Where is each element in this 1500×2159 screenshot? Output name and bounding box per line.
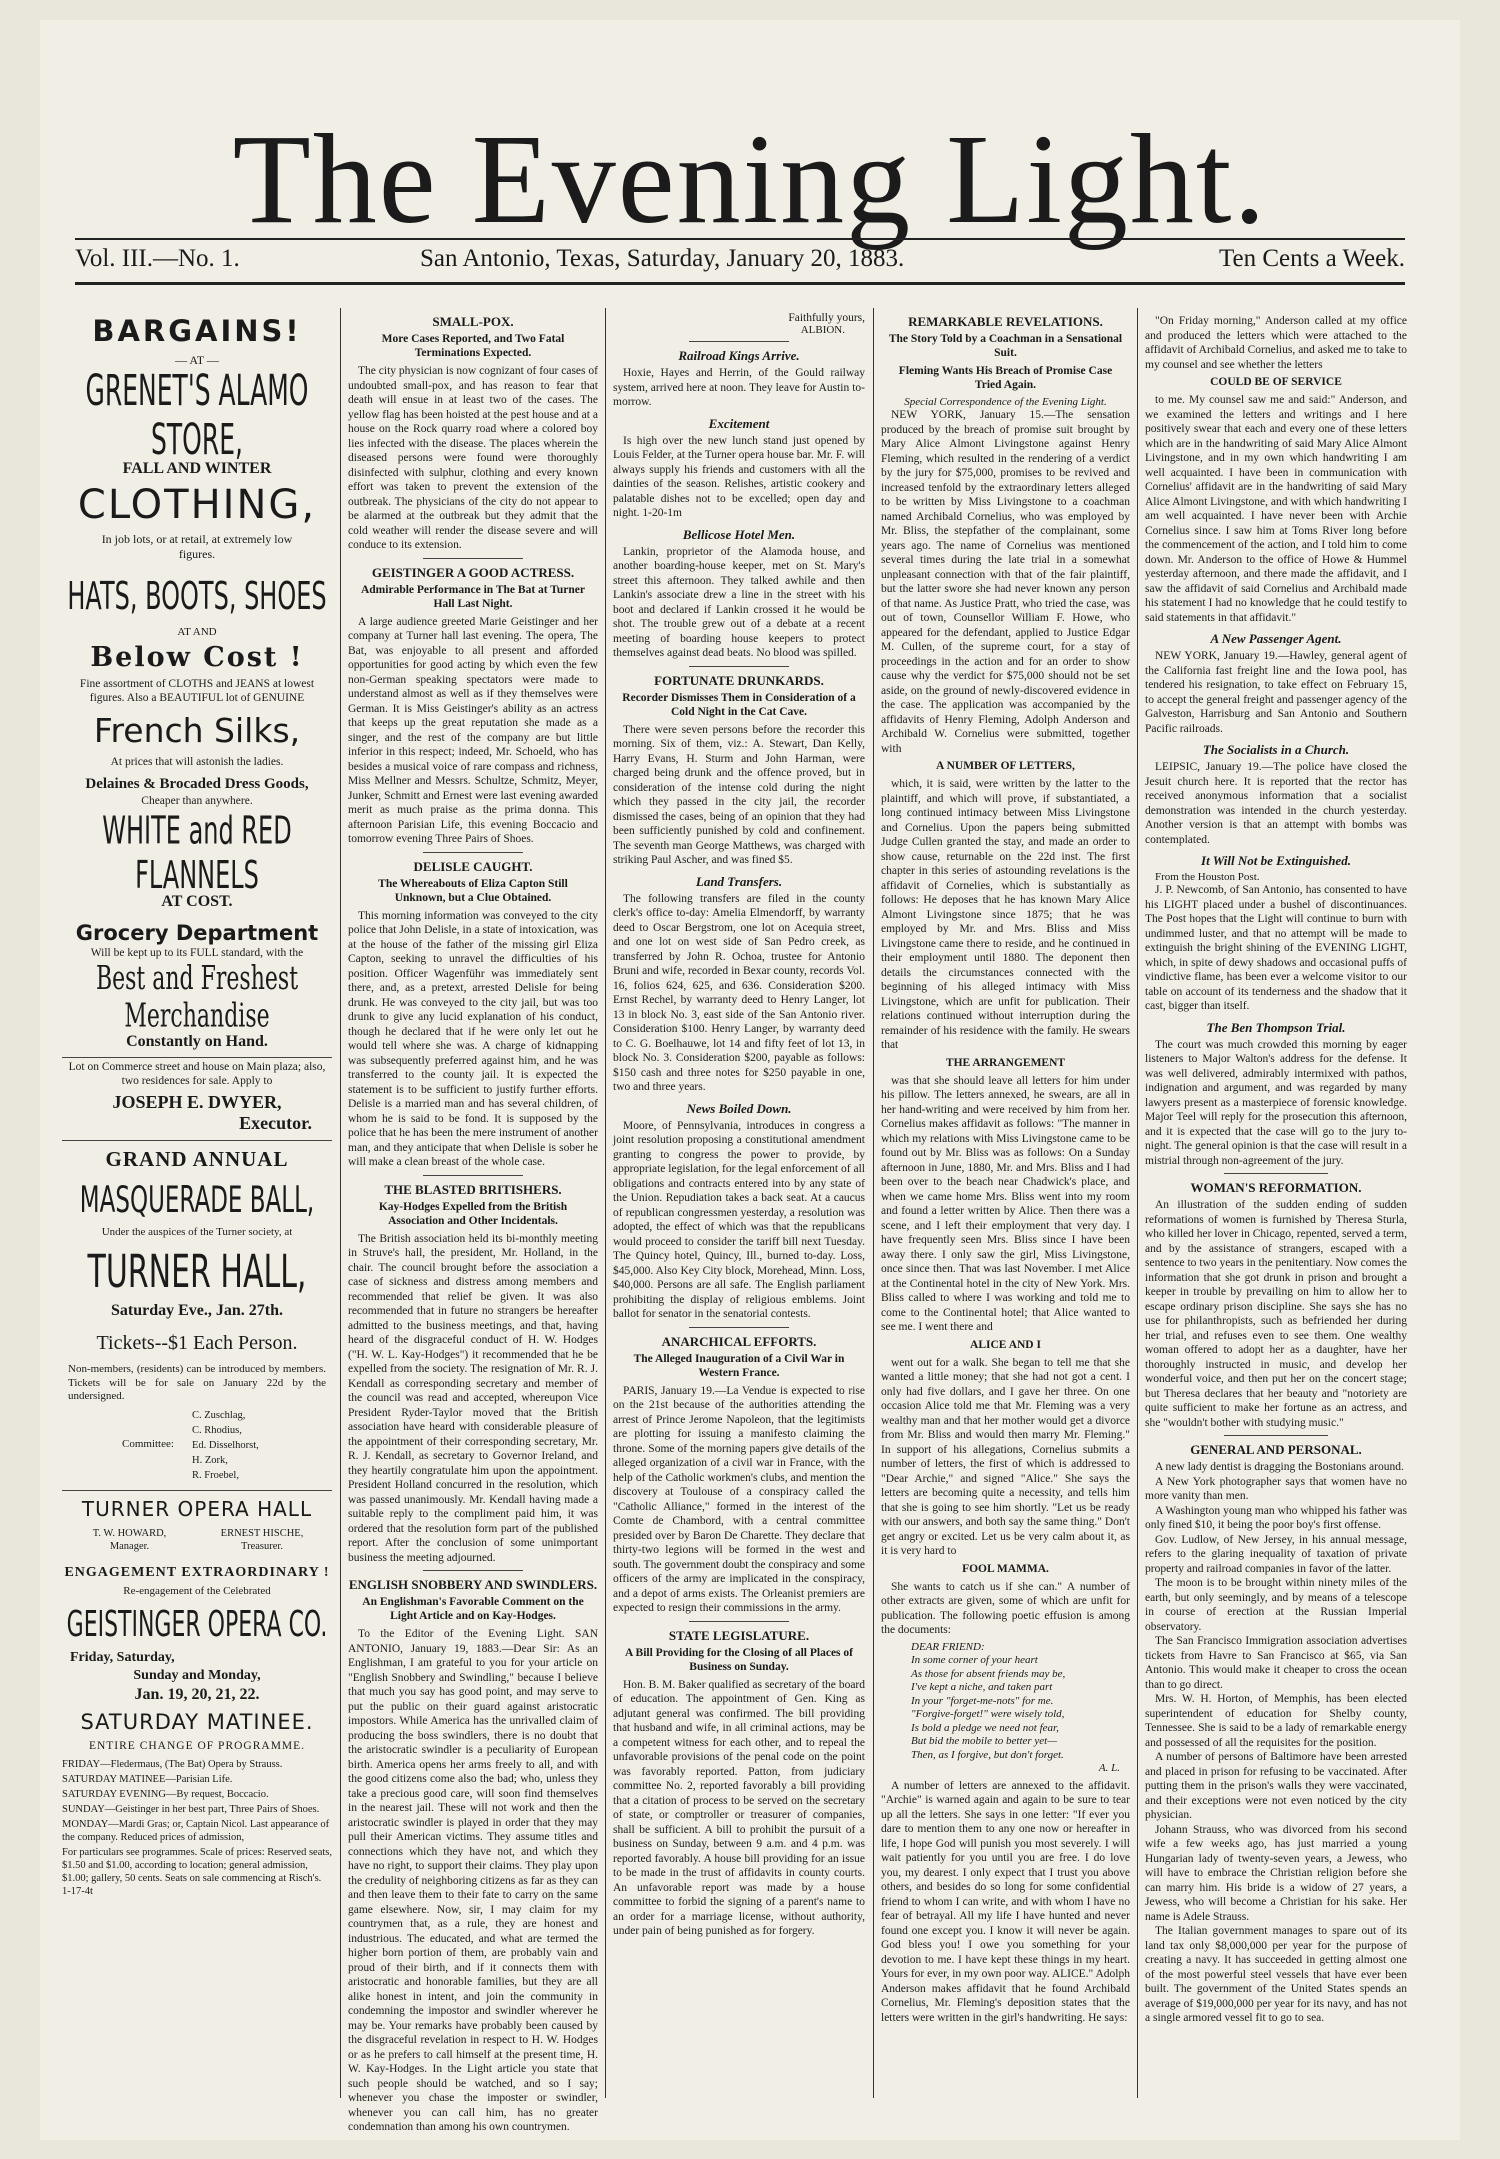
ad-at-and: AT AND [177, 626, 217, 638]
poem-line: In your "forget-me-nots" for me. [911, 1694, 1054, 1707]
article-crosshead: ALICE AND I [970, 1338, 1041, 1351]
letter-closing: Faithfully yours, [788, 312, 865, 324]
article-subhead: The Story Told by a Coachman in a Sensational Suit. [888, 333, 1123, 359]
dateline [75, 245, 1405, 279]
ad-geistinger-company: GEISTINGER OPERA CO. [66, 1605, 328, 1645]
article-body: Hoxie, Hayes and Herrin, of the Gould railway system, arrived here at noon. They leave for Austin to-morrow. [613, 367, 865, 408]
article-headline: SMALL-POX. [432, 314, 514, 329]
ad-program [62, 1758, 332, 1898]
article-body: LEIPSIC, January 19.—The police have closed the Jesuit church here. It is reported that the rector has received anonymous information that a socialist demonstration was intended in the church yesterday. Another version is that an attempt with bombs was contemplated. [1145, 761, 1407, 846]
subscription-price: Ten Cents a Week. [1219, 245, 1405, 272]
ad-auspices: Under the auspices of the Turner society, at [101, 1226, 293, 1238]
poem-line: "Forgive-forget!" were wisely told, [911, 1708, 1065, 1720]
article-body: A large audience greeted Marie Geistinger and her company at Turner hall last evening. The opera, The Bat, was enjoyable to all present and afforded opportunities for good acting by which even the few non-German speaking spectators were made to understand almost as well as if they themselves were German. It is Miss Geistinger's ability as an actress that keeps up the great reputation she made as a singer, and the rest of the company are but little inferior in this respect; indeed, Mr. Schoeld, who has besides a musical voice of rare compass and richness, Miss Mellner and Messrs. Schultze, Schmitz, Meyer, Junker, Schmitt and Ernest were last evening awarded merit as much praise as the prima donna. This afternoon Parisian Life, this evening Boccacio and tomorrow evening Three Pairs of Shoes. [348, 615, 598, 845]
article-headline: DELISLE CAUGHT. [413, 858, 533, 874]
ad-matinee: SATURDAY MATINEE. [80, 1709, 314, 1734]
article-headline: The Socialists in a Church. [1202, 742, 1350, 757]
volume-number: Vol. III.—No. 1. [75, 245, 240, 272]
ad-reengagement: Re-engagement of the Celebrated [123, 1584, 271, 1597]
ad-executor-title: Executor. [239, 1113, 312, 1133]
program-item: MONDAY—Mardi Gras; or, Captain Nicol. Last appearance of the company. Reduced prices of admission, [62, 1818, 330, 1843]
article-body: To the Editor of the Evening Light. SAN ANTONIO, January 19, 1883.—Dear Sir: As an Englishman, I am grateful to you for your article on "English Snobbery and Swindling," because I believe that much you say has good point, and may serve to put the public on their guard against aristocratic impostors. While America has the unrivalled claim of producing the boss swindlers, there is no doubt that the aristocratic swindler is a peculiarity of European birth. America opens her arms freely to all, and with the good citizens come also the bad; who, unless they take a precious good care, will soon find themselves in the nearest jail. These will not work and then the aristocratic swindler is played in order that they may pull their American victims. They assume titles and connections which they have not, and which they have no right, to support their claims. They play upon the credulity of neighboring citizens as far as they can and then leave them to their fate to carry on the same game elsewhere. Now, sir, I may claim for my countrymen that, as a rule, they are honest and industrious. The educated, and what are termed the higher born portion of them, are probably vain and proud of their birth, and if it connects them with aristocratic and honorable families, but they are all alike honest in intent, and join the community in condemning the impostor and swindler wherever he may be. Your remarks have probably been caused by the disgraceful revelation in respect to H. W. Hodges or as he prefers to call himself at the present time, H. W. Kay-Hodges. In the Light article you state that such people should be watched, and so I say; whenever you chase the imposter or swindler, whenever you can call him, has no greater condemnation than among his own countrymen. [348, 1628, 598, 2133]
ad-sunday: Sunday and Monday, [133, 1667, 261, 1683]
ad-constantly: Constantly on Hand. [126, 1033, 268, 1050]
article-headline: Railroad Kings Arrive. [678, 348, 800, 363]
article-body: which, it is said, were written by the latter to the plaintiff, and which will prove, if substantiated, a long continued intimacy between Miss Livingstone and Cornelius. Upon the papers being submitted Judge Cullen granted the stay, and made an order to show cause, returnable on the 22d inst. The first chapter in this series of astounding revelations is the affidavit of Cornelies, which is substantially as follows: He deposes that he has known Mary Alice Almont Livingstone since 1875; that he was employed by Mr. and Mrs. Bliss and Miss Livingstone came there to reside, and he continued in their employment until 1880. The deponent then details the circumstances connected with the beginning of his alleged intimacy with Miss Livingstone, which are unfit for publication. Their relations continued without interruption during the remainder of his residence with the family. He swears that [881, 778, 1130, 1051]
ad-cheaper: Cheaper than anywhere. [141, 795, 253, 807]
article-headline: It Will Not be Extinguished. [1201, 853, 1351, 868]
article-headline: GENERAL AND PERSONAL. [1190, 1442, 1362, 1457]
article-body: The city physician is now cognizant of four cases of undoubted small-pox, and has reason to fear that death will ensue in at least two of the cases. The yellow flag has been hoisted at the pest house and at a house on the Rock quarry road where a colored boy lies infected with the disease. The places wherein the diseased persons were found were thoroughly disinfected with sulphur, clothing and every known effort was taken to prevent the extension of the outbreak. The physicians of the city do not appear to be alarmed at the outbreak but they admit that the cold weather will render the disease severe and will conduce to its extension. [348, 365, 598, 551]
ad-treasurer: ERNEST HISCHE, Treasurer. [220, 1527, 304, 1552]
committee-member: C. Zuschlag, [192, 1409, 246, 1421]
ad-masquerade: MASQUERADE BALL, [79, 1180, 315, 1222]
committee-member: H. Zork, [192, 1454, 228, 1466]
program-item: For particulars see programmes. Scale of prices: Reserved seats, $1.50 and $1.00, according to location; general admission, $1.00; gallery, 50 cents. Seats on sale commencing at Risch's. 1-17-4t [62, 1846, 332, 1897]
ad-fall-winter: FALL AND WINTER [122, 460, 272, 477]
article-body: The following transfers are filed in the county clerk's office to-day: Amelia Elmendorff, by warranty deed to Oscar Bergstrom, one lot on Acequia street, and one lot on west side of San Pedro creek, as transferred by John R. Ochoa, trustee for Antonio Bruni and wife, recorded in Bexar county, records Vol. 16, folios 624, 625, and 636. Consideration $200. Ernst Rechel, by warranty deed to Henry Langer, lot 13 in block No. 3, east side of the San Antonio river. Consideration $100. Henry Langer, by warranty deed to C. G. Boelhauwe, lot 14 and fifty feet of lot 13, in block No. 3. Consideration $200, payable as follows: $150 cash and three notes for $250 payable in one, two and three years. [613, 892, 865, 1093]
article-divider [423, 1175, 523, 1176]
article-body: NEW YORK, January 19.—Hawley, general agent of the California fast freight line and the Iowa pool, has tendered his resignation, to take effect on February 15, to accept the general freight and passenger agency of the Galveston, Harrisburg and San Antonio and Southern Pacific railroads. [1145, 650, 1407, 735]
article-body: went out for a walk. She began to tell me that she wanted a little money; that she had not got a cent. I only had five dollars, and I gave her three. On one occasion Alice told me that Mr. Fleming was a very wealthy man and that her mother would get a divorce from Mr. Bliss and would then marry Mr. Fleming." In support of his allegations, Cornelius submits a number of letters, the first of which is addressed to "Dear Archie," and signed "Alice." She says the letters are becoming quite a necessity, and tells him that she is going to see him shortly. "Let us be ready with our answers, and both say the same thing." Don't get angry or excited. Let us be very calm about it, as it is very hard to [881, 1356, 1130, 1557]
article-subhead: A Bill Providing for the Closing of all Places of Business on Sunday. [625, 1646, 853, 1673]
ad-divider [62, 1057, 332, 1058]
ad-flannels: WHITE and RED FLANNELS [102, 808, 292, 898]
news-item: A Washington young man who whipped his father was only fined $10, it being the poor boy's first offense. [1145, 1504, 1407, 1531]
ad-at-cost: AT COST. [161, 893, 233, 910]
advertisement-column [62, 308, 332, 2108]
program-item: SATURDAY EVENING—By request, Boccacio. [62, 1788, 269, 1800]
article-divider [689, 666, 790, 667]
ad-lot-note: Lot on Commerce street and house on Main plaza; also, two residences for sale. Apply to [68, 1061, 326, 1087]
article-divider [1224, 1173, 1329, 1174]
ad-hats: HATS, BOOTS, SHOES [67, 573, 327, 619]
news-item: A new lady dentist is dragging the Bostonians around. [1155, 1461, 1404, 1473]
ad-committee [62, 1408, 332, 1486]
article-divider [423, 852, 523, 853]
ad-friday: Friday, Saturday, [70, 1649, 175, 1665]
article-body: to me. My counsel saw me and said:" Anderson, and we examined the letters and writings and I here positively swear that each and every one of these letters which are in the handwriting of said Mary Alice Almont Livingstone, and in my own which handwriting I am well acquainted. I have been in communication with Cornelius' affidavit are in the handwriting of said Mary Alice Almont Livingstone, and with which handwriting I am well acquainted. I have never been with Archie Cornelius since. I saw him at Toms River long before the commencement of the action, and I told him to come down. Mr. Anderson to the office of Howe & Hummel yesterday afternoon, and there made the affidavit, and I saw the affidavit of said Cornelius and Archibald made his statement I had no knowledge that he could testify to said statements in that affidavit." [1145, 394, 1407, 624]
ad-best-merchandise: Best and Freshest Merchandise [95, 960, 299, 1036]
article-subhead: The Whereabouts of Eliza Capton Still Unknown, but a Clue Obtained. [378, 877, 568, 904]
article-headline: FORTUNATE DRUNKARDS. [654, 672, 824, 688]
article-subhead: Admirable Performance in The Bat at Turner Hall Last Night. [360, 583, 586, 610]
article-subhead: The Alleged Inauguration of a Civil War in Western France. [633, 1352, 845, 1379]
article-body: Moore, of Pennsylvania, introduces in congress a joint resolution proposing a constitutional amendment granting to congress the power to provide, by appropriate legislation, for the legal enforcement of all obligations and contracts entered into by any state of the Union. Repudiation takes a back seat. At a caucus of republican congressmen yesterday, a resolution was adopted, the effect of which was that the republicans would proceed to consider the tariff bill next Tuesday. The Quincy hotel, Quincy, Ill., burned to-day. Loss, $45,000. Also Key City block, Morehead, Minn. Loss, $40,000. Persons are all safe. The English parliament prohibiting the display of religious emblems. Joint ballot for senator in the senatorial contests. [613, 1119, 865, 1320]
article-subhead: More Cases Reported, and Two Fatal Terminations Expected. [381, 333, 565, 359]
article-divider [689, 1327, 790, 1328]
ad-clothing: CLOTHING, [77, 482, 317, 528]
news-item: A New York photographer says that women have no more vanity than men. [1145, 1475, 1407, 1502]
article-crosshead: COULD BE OF SERVICE [1210, 376, 1342, 388]
poem-line: I've kept a niche, and taken part [911, 1681, 1053, 1693]
ad-divider [62, 1140, 332, 1141]
place-date: San Antonio, Texas, Saturday, January 20, 1883. [420, 245, 905, 272]
ad-divider [62, 1490, 332, 1491]
ad-grand-annual: GRAND ANNUAL [105, 1147, 289, 1171]
ad-bargains: BARGAINS! [92, 314, 302, 348]
poem-line: In some corner of your heart [911, 1654, 1038, 1666]
news-item: Johann Strauss, who was divorced from his second wife a few weeks ago, has just married a young Hungarian lady of twenty-seven years, a Jewess, who will have to embrace the Christian religion before she can marry him. His bride is a widow of 27 years, a Jewess, who will become a Christian for his sake. Her name is Adele Strauss. [1145, 1823, 1407, 1923]
ad-entire-change: ENTIRE CHANGE OF PROGRAMME. [88, 1739, 306, 1752]
poem-signature: A. L. [1098, 1762, 1120, 1774]
article-subhead: Recorder Dismisses Them in Consideration of a Cold Night in the Cat Cave. [622, 691, 856, 718]
article-headline: THE BLASTED BRITISHERS. [384, 1181, 562, 1197]
article-body: Is high over the new lunch stand just opened by Louis Felder, at the Turner opera house bar. Mr. F. will always supply his friends and customers with all the dainties of the season. Relishes, artistic cookery and palatable dishes not to be excelled; open day and night. 1-20-1m [613, 434, 865, 519]
article-headline: Excitement [708, 415, 770, 431]
article-divider [423, 558, 523, 559]
article-body: J. P. Newcomb, of San Antonio, has consented to have his LIGHT placed under a bushel of discontinuances. The Post hopes that the Light will continue to burn with undimmed luster, and that no attempt will be made to extinguish the bright shining of the EVENING LIGHT, which, in spite of dewy shadows and occasional puffs of vindictive flame, has been ever a welcome visitor to our table on account of its tenderness and the shadow that it cast, bigger than itself. [1145, 884, 1407, 1012]
article-headline: ANARCHICAL EFFORTS. [661, 1333, 817, 1349]
program-item: SATURDAY MATINEE—Parisian Life. [62, 1773, 233, 1785]
article-body: The court was much crowded this morning by eager listeners to Major Walton's address for the defense. It was well delivered, admirably intermixed with pathos, indignation and argument, and was regarded by many lawyers present as a masterpiece of forensic knowledge. Major Teel will reply for the prosecution this afternoon, and it is expected that the case will go to the jury to-night. The general opinion is that the case will result in a mistrial through non-agreement of the jury. [1145, 1038, 1407, 1167]
article-body: was that she should leave all letters for him under his pillow. The letters annexed, he swears, are all in her hand-writing and were received by him from her. Cornelius makes affidavit as follows: "The manner in which my relations with Miss Livingstone came to be found out by Mr. Bliss was as follows: On a Sunday afternoon in June, 1880, Mr. and Mrs. Bliss and I had been over to the beach near Chadwick's place, and when we came home Mrs. Bliss went into my room and found a letter written by Alice. Then there was a scene, and I left their employment that very day. I have frequently seen Mrs. Bliss since I have been away there. I only saw the girl, Miss Livingstone, once since then. That was last November. I met Alice at the Continental hotel in the city of New York. Mrs. Bliss called to where I was working and told me to come to the Continental hotel; that Alice wanted to see me. I went there and [881, 1074, 1130, 1333]
poem-line: Then, as I forgive, but don't forget. [911, 1748, 1064, 1761]
ad-grocery: Grocery Department [75, 921, 319, 945]
ad-cloths-note: Fine assortment of CLOTHS and JEANS at lowest figures. Also a BEAUTIFUL lot of GENUINE [79, 678, 315, 704]
article-headline: WOMAN'S REFORMATION. [1190, 1180, 1362, 1195]
article-body: She wants to catch us if she can." A number of other extracts are given, some of which are unfit for publication. The following poetic effusion is among the documents: [881, 1580, 1130, 1636]
ad-engagement: ENGAGEMENT EXTRAORDINARY ! [64, 1564, 330, 1580]
ad-french-silks: French Silks, [93, 711, 301, 750]
news-column-5 [1145, 308, 1407, 2108]
ad-delaines: Delaines & Brocaded Dress Goods, [85, 776, 309, 792]
letter-signature: ALBION. [800, 324, 845, 336]
ad-tickets: Tickets--$1 Each Person. [96, 1332, 298, 1354]
article-body: The British association held its bi-monthly meeting in Struve's hall, the president, Mr. Holland, in the chair. The council brought before the association a case of sickness and distress among members and recommended that relief be given. It was also recommended that in future no strangers be hereafter admitted to the business meetings, and that, having heard of the disgraceful conduct of H. W. Hodges ("H. W. L. Kay-Hodges") it recommended that he be expelled from the society. The resignation of Mr. R. J. Kendall as corresponding secretary and member of the council was read and accepted, whereupon Vice President Ryder-Taylor moved that the British association have heard with considerable pleasure of the appointment of their corresponding secretary, Mr. R. J. Kendall, as secretary to Governor Ireland, and they heartily congratulate him upon the appointment. President Holland concurred in the resolution, which was passed unanimously. Mr. Kendall having made a suitable reply to the compliment paid him, it was ordered that the resolution form part of the published report. After the conclusion of some unimportant business the meeting adjourned. [348, 1232, 598, 1564]
ad-committee-label: Committee: [122, 1437, 174, 1450]
article-headline: REMARKABLE REVELATIONS. [908, 314, 1103, 329]
news-column-4 [881, 308, 1130, 2108]
ad-ball-date: Saturday Eve., Jan. 27th. [110, 1302, 284, 1319]
ad-at: — AT — [175, 353, 219, 367]
article-headline: The Ben Thompson Trial. [1206, 1019, 1346, 1035]
column-rule [340, 308, 341, 2098]
article-body: "On Friday morning," Anderson called at my office and produced the letters which were attached to the affidavit of Archibald Cornelius, and asked me to take to my counsel and see whether the letters [1145, 315, 1407, 371]
column-rule [1137, 308, 1138, 2098]
article-body: There were seven persons before the recorder this morning. Six of them, viz.: A. Stewart, Dan Kelly, Harry Evans, H. Sturm and John Harman, were charged being drunk and the offence proved, but in consideration of the intense cold during the night which they passed in the city jail, the recorder dismissed the cases, being of an opinion that they had been sufficiently punished by cold and confinement. The seventh man George Matthews, was charged with striking Paul Ascher, and was fined $5. [613, 723, 865, 866]
poem-line: DEAR FRIEND: [911, 1640, 985, 1653]
news-item: The San Francisco Immigration association advertises tickets from Havre to San Francisco at $65, via San Antonio. This would make it cheaper to cross the ocean than to go direct. [1145, 1635, 1407, 1691]
ad-silks-note: At prices that will astonish the ladies. [110, 756, 284, 768]
ad-below-cost: Below Cost ! [90, 642, 304, 673]
committee-member: Ed. Disselhorst, [192, 1439, 259, 1451]
article-subhead: Fleming Wants His Breach of Promise Case Tried Again. [898, 365, 1113, 391]
article-headline: A New Passenger Agent. [1210, 631, 1342, 646]
article-divider [423, 1570, 523, 1571]
ad-non-members: Non-members, (residents) can be introduced by members. Tickets will be for sale on January 22d by the undersigned. [68, 1363, 326, 1402]
article-headline: News Boiled Down. [686, 1100, 792, 1116]
ad-executor-name: JOSEPH E. DWYER, [112, 1092, 282, 1112]
program-item: SUNDAY—Geistinger in her best part, Three Pairs of Shoes. [62, 1803, 320, 1815]
article-headline: ENGLISH SNOBBERY AND SWINDLERS. [348, 1577, 598, 1592]
ad-jan-dates: Jan. 19, 20, 21, 22. [134, 1685, 260, 1703]
article-body: An illustration of the sudden ending of sudden reformations of women is furnished by Theresa Sturla, who killed her lover in Chicago, repented, served a term, and by the assistance of strangers, escaped with a sentence to two years in the penitentiary. Now comes the information that she got drunk in prison and brought a keeper in trouble by prevailing on him to allow her to escape ordinary prison discipline. She says she has no use for philanthropists, such as befriended her during her trial, and refuses even to see them. One wealthy woman offered to adopt her as a daughter, have her thoroughly instructed in music, and develop her wonderful voice, and then put her on the concert stage; but Theresa declares that her beauty and "notoriety are quite sufficient to make her fortune as an actress, and she "wouldn't bother with studying music." [1145, 1199, 1407, 1429]
column-rule [605, 308, 606, 2098]
article-source: From the Houston Post. [1155, 871, 1260, 883]
ad-store-name: GRENET'S ALAMO STORE, [85, 365, 309, 465]
article-body: NEW YORK, January 15.—The sensation produced by the breach of promise suit brought by Mary Alice Almont Livingstone against Henry Fleming, which resulted in the rendering of a verdict by the jury for $75,000, promises to be revived and increased tenfold by the extraordinary letters alleged to be written by Miss Livingstone to a coachman named Archibald Cornelius, who was employed by Mr. Bliss, the stepfather of the complainant, some years ago. The name of Cornelius was mentioned several times during the late trial in a somewhat unpleasant connection with that of the fair plaintiff, but the latter swore she had never known any person of that name. As Justice Pratt, who tried the case, was out of town, Counsellor William F. Howe, who appeared for the defendant, applied to Justice Edgar M. Cullen, of the supreme court, for a stay of proceedings in the action and for an order to show cause why the verdict for $75,000 should not be set aside, on the ground of newly-discovered evidence in the case. The application was accompanied by the affidavits of Henry Fleming, Adolph Anderson and Archibald W. Cornelius were submitted, together with [881, 409, 1130, 755]
article-credit: Special Correspondence of the Evening Light. [904, 396, 1107, 408]
ad-clothing-note: In job lots, or at retail, at extremely low figures. [101, 532, 293, 561]
article-crosshead: THE ARRANGEMENT [945, 1056, 1066, 1069]
ad-opera-hall: TURNER OPERA HALL [81, 1496, 313, 1521]
ad-grocery-note: Will be kept up to its FULL standard, with the [90, 947, 304, 959]
news-item: Gov. Ludlow, of New Jersey, in his annual message, refers to the glaring inequality of taxation of private property and railroad companies in favor of the latter. [1145, 1533, 1407, 1575]
poem-line: But bid the mobile to better yet— [911, 1735, 1058, 1747]
news-item: The Italian government manages to spare out of its land tax only $8,000,000 per year for the purpose of creating a navy. It has succeeded in getting almost one of the most powerful steel vessels that have ever been built. The government of the United States spends an average of $19,000,000 per year for its navy, and has not a single armored vessel fit to go to sea. [1145, 1925, 1407, 2024]
news-column-3 [613, 308, 865, 2108]
ad-manager: T. W. HOWARD, Manager. [92, 1527, 167, 1552]
news-item: Mrs. W. H. Horton, of Memphis, has been elected superintendent of education for Shelby county, Tennessee. She is said to be a lady of remarkable energy and possessed of all the requisites for the position. [1145, 1693, 1407, 1749]
article-divider [1224, 1435, 1329, 1436]
poem-line: As those for absent friends may be, [911, 1667, 1066, 1680]
column-rule [873, 308, 874, 2098]
article-headline: Bellicose Hotel Men. [682, 526, 796, 542]
article-subhead: An Englishman's Favorable Comment on the Light Article and on Kay-Hodges. [362, 1596, 584, 1622]
article-crosshead: A NUMBER OF LETTERS, [936, 760, 1075, 772]
article-body: Lankin, proprietor of the Alamoda house, and another boarding-house keeper, met on St. Mary's street this afternoon. They talked awhile and then Lankin's associate drew a line in the street with his boot and declared if Lankin crossed it he would be shot. The trouble grew out of a debate at a recent meeting of boarding house keepers to protect themselves against dead beats. No blood was spilled. [613, 545, 865, 659]
article-body: A number of letters are annexed to the affidavit. "Archie" is warned again and again to be sure to tear up all the letters. She says in one letter: "If ever you dare to mention them to any one now or hereafter in life, I hope God will punish you most severely. I will wait patiently for you until you are free. I do love you, my dearest. I only expect that I trust you above others, and besides do so long for some confidential friend to whom I can write, and with whom I have no fear of betrayal. All my life I have hunted and never found one except you. I know it will never be again. God bless you! I owe you something for your devotion to me. I have kept these things in my heart. Yours for ever, in my own poor way. ALICE." Adolph Anderson makes affidavit that he found Archibald Cornelius, Mr. Fleming's deposition states that the letters were written in the girl's handwriting. He says: [881, 1779, 1130, 2024]
news-column-2 [348, 308, 598, 2133]
poem-line: Is bold a pledge we need not fear, [911, 1721, 1059, 1734]
committee-member: C. Rhodius, [192, 1424, 242, 1436]
article-headline: Land Transfers. [695, 873, 783, 889]
article-crosshead: FOOL MAMMA. [962, 1562, 1049, 1575]
article-headline: GEISTINGER A GOOD ACTRESS. [371, 564, 575, 580]
newspaper-page [40, 20, 1460, 2140]
article-headline: STATE LEGISLATURE. [668, 1627, 810, 1643]
news-item: A number of persons of Baltimore have been arrested and placed in prison for refusing to be vaccinated. After putting them in the prison's walls they were vaccinated, and their exceptions were not even noticed by the city physician. [1145, 1751, 1407, 1821]
committee-member: R. Froebel, [192, 1469, 239, 1481]
article-body: This morning information was conveyed to the city police that John Delisle, in a state of intoxication, was at the house of the father of the missing girl Eliza Capton, seeking to unravel the difficulties of his position. Officer Wagenführ was immediately sent there, and, as a pretext, arrested Delisle for being drunk. He was conveyed to the city jail, but was too drunk to give any lucid explanation of his conduct, though he declared that if he were only let out he would tell where she was. A charge of kidnapping was subsequently preferred against him, and he was transferred to the county jail. It is expected the statement is to be sufficient to justify further efforts. Delisle is a married man and has several children, of whom he is said to be fond. It is supposed by the police that he has been the mere instrument of another man, and they anticipate that when Delisle is sober he will make a clean breast of the whole case. [348, 909, 598, 1168]
article-body: Hon. B. M. Baker qualified as secretary of the board of education. The appointment of Gen. King as adjutant general was confirmed. The bill providing that husband and wife, in all criminal actions, may be a competent witness for each other, and to repeal the unfavorable provisions of the penal code on the point was favorably reported. Patton, from judiciary committee No. 2, reported favorably a bill providing that a citation of process to be served on the secretary of state, or comptroller or treasurer of companies, shall be sufficient. A bill to prohibit the pursuit of a business on Sunday, between 9 a.m. and 4 p.m. was reported favorably. A house bill providing for an issue to be made in the trust of affidavits in county courts. An unfavorable report was made by a house committee to forbid the signing of a parent's name to an order for a marriage license, without authority, under pain of being punished as for forgery. [613, 1678, 865, 1937]
article-body: PARIS, January 19.—La Vendue is expected to rise on the 21st because of the authorities attending the arrest of Prince Jerome Napoleon, that the legitimists are plotting for issuing a manifesto claiming the throne. Some of the morning papers give details of the alleged organization of a civil war in France, with the help of the Catholic workmen's clubs, and mention the discovery at Toulouse of a conspiracy called the "Catholic Alliance," formed in the interest of the Comte de Chambord, with a central committee presided over by Baron De Charette. They declare that thirty-two legions will be formed in the west and south. The government doubt the conspiracy and some officers of the army are implicated in the conspiracy, and a depot of arms exists. The Orleanist premiers are expected to resign their commissions in the army. [613, 1384, 865, 1614]
article-divider [689, 1621, 790, 1622]
masthead-rule-top [75, 238, 1405, 240]
news-item: The moon is to be brought within ninety miles of the earth, but only seemingly, and by means of a telescope in course of erection at the Russian Imperial observatory. [1145, 1577, 1407, 1633]
article-divider [689, 341, 790, 342]
masthead-title: The Evening Light. [232, 108, 1268, 250]
article-subhead: Kay-Hodges Expelled from the British Association and Other Incidentals. [378, 1200, 568, 1227]
ad-turner-hall: TURNER HALL, [87, 1246, 307, 1299]
program-item: FRIDAY—Fledermaus, (The Bat) Opera by Strauss. [62, 1758, 283, 1770]
article-poem [911, 1641, 1130, 1776]
masthead-rule-bottom [75, 282, 1405, 285]
